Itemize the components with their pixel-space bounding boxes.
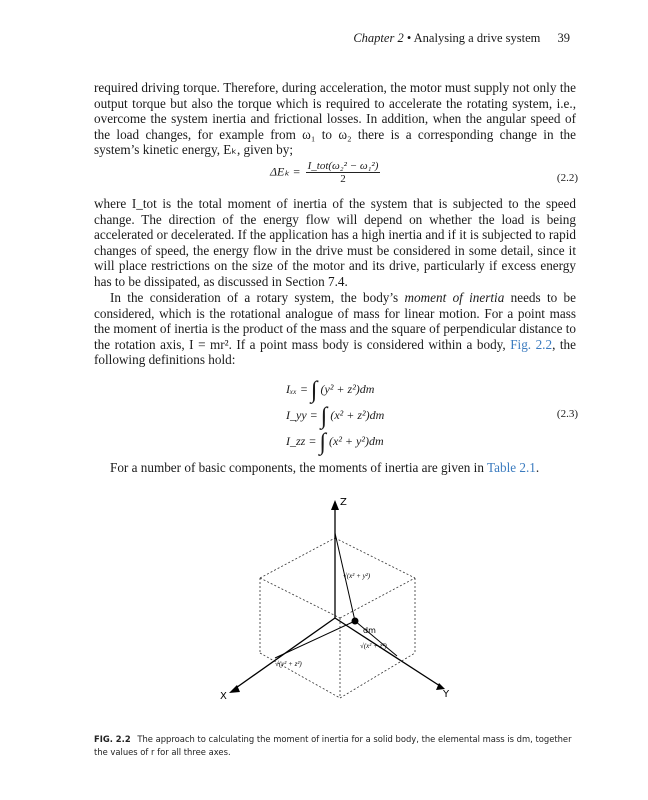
eq23-row-xx: [286, 376, 384, 402]
radius-y-label: √(x² + z²): [360, 642, 387, 650]
equation-2-2-number: (2.2): [556, 172, 578, 184]
paragraph-3-text: [94, 290, 576, 368]
integral-sign: ∫: [310, 377, 318, 404]
equation-2-3-number: (2.3): [556, 408, 578, 420]
mass-label: dm: [363, 626, 376, 635]
p4-end: .: [535, 460, 540, 475]
section-title: Analysing a drive system: [413, 31, 541, 45]
dashed-cube: [260, 538, 415, 698]
paragraph-3: [94, 290, 576, 368]
paragraph-2-text: where I_tot is the total moment of inertia of the system that is subjected to the speed change. The direction of the energy flow will depend on whether the load is being accelerated or decelerated. If the application has a high inertia and if it is subjected to rapid changes of speed, the energy flow in the drive must be considered in some detail, since it will place restrictions on the size of the motor and its drive, particularly if excess energy has to be dissipated, as discussed in Section 7.4.: [94, 196, 576, 289]
eq23-lhs: Iₓₓ =: [286, 382, 308, 396]
p3-before: In the consideration of a rotary system, the body’s: [110, 290, 405, 305]
eq23-row-yy: [286, 402, 384, 428]
p3-emphasis: moment of inertia: [404, 290, 505, 305]
equation-2-2: [270, 160, 382, 185]
table-link[interactable]: Table 2.1: [486, 460, 536, 475]
integral-sign: ∫: [320, 403, 328, 430]
equation-2-3: [286, 376, 384, 454]
p3-end: , the following definitions hold:: [94, 336, 576, 368]
radius-x-label: √(y² + z²): [275, 660, 302, 668]
paragraph-1-text: required driving torque. Therefore, during acceleration, the motor must supply not only the output torque but also the torque which is required to accelerate the rotating system, i.e., overcome the system inertia and frictional losses. In addition, when the angular speed of the load changes, for example from ω₁ to ω₂ there is a corresponding change in the system’s kinetic energy, Eₖ, given by;: [94, 80, 576, 158]
y-axis: [335, 618, 440, 686]
p3-after: needs to be considered, which is the rotational analogue of mass for linear motion. For a point mass the moment of inertia is the product of the mass and the square of perpendicular distance to the rotation axis, I = mr². If a point mass body is considered within a body,: [94, 290, 576, 352]
mass-element: [352, 618, 359, 625]
caption-label: FIG. 2.2: [94, 734, 131, 744]
paragraph-4: [94, 460, 576, 476]
running-header: [353, 31, 570, 46]
y-axis-label: Y: [443, 689, 450, 700]
header-bullet: •: [406, 31, 412, 45]
eq22-fraction: [306, 160, 381, 185]
z-arrow-icon: [331, 500, 339, 510]
radius-z-label: √(x² + y²): [343, 572, 371, 580]
eq23-row-zz: [286, 428, 384, 454]
eq22-lhs: ΔEₖ =: [270, 164, 301, 179]
eq23-body: (x² + y²)dm: [329, 434, 384, 448]
eq22-numerator: I_tot(ω₂² − ω₁²): [307, 160, 379, 172]
eq23-body: (x² + z²)dm: [330, 408, 385, 422]
paragraph-2: [94, 196, 576, 290]
z-axis-label: Z: [340, 497, 347, 508]
inertia-diagram: [215, 493, 475, 723]
page-number: 39: [557, 31, 570, 45]
eq23-lhs: I_zz =: [286, 434, 317, 448]
axes: [233, 508, 440, 690]
eq22-denominator: 2: [340, 173, 346, 185]
distance-lines: [275, 533, 397, 658]
caption-text: The approach to calculating the moment of inertia for a solid body, the elemental mass is dm, together the values of r for all three axes.: [94, 734, 572, 757]
chapter-title: Chapter 2: [353, 31, 404, 45]
paragraph-4-text: [94, 460, 576, 476]
integral-sign: ∫: [319, 429, 327, 456]
figure-link[interactable]: Fig. 2.2: [510, 336, 553, 352]
paragraph-1: [94, 80, 576, 158]
eq23-lhs: I_yy =: [286, 408, 318, 422]
figure-caption: [94, 733, 576, 759]
eq23-body: (y² + z²)dm: [320, 382, 375, 396]
p4-before: For a number of basic components, the moments of inertia are given in: [110, 460, 487, 475]
x-axis-label: X: [220, 691, 227, 702]
